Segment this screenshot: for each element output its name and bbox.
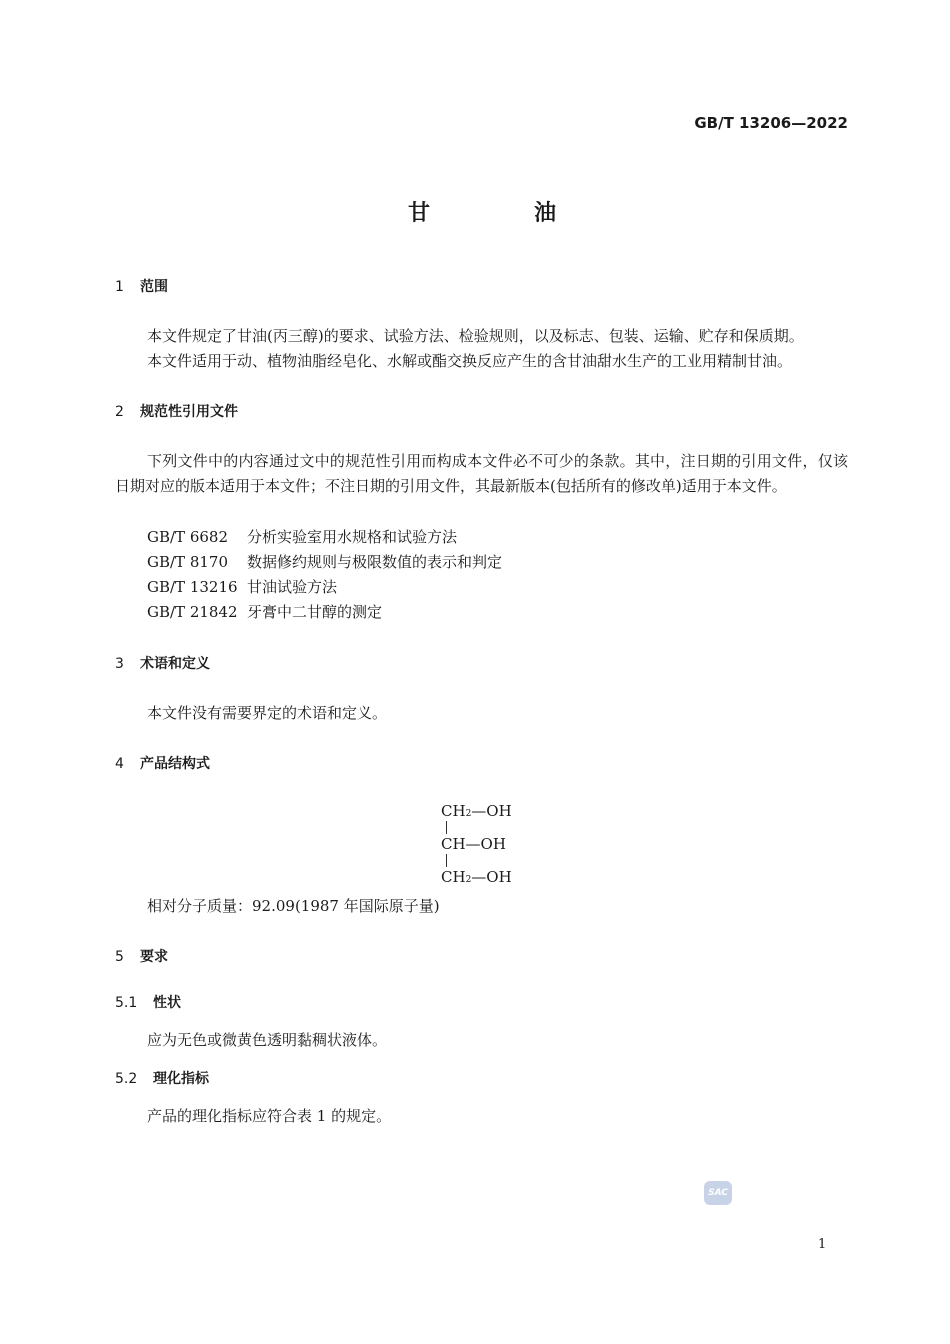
section-5-1-heading — [115, 992, 181, 1012]
reference-code: GB/T 6682 — [147, 528, 229, 546]
section-title: 规范性引用文件 — [140, 404, 238, 420]
formula-group: —OH — [471, 868, 512, 886]
section-number: 3 — [115, 656, 124, 672]
section-number: 5 — [115, 949, 124, 965]
formula-bond-1 — [446, 821, 447, 834]
reference-code: GB/T 21842 — [147, 603, 238, 621]
formula-atom: CH — [441, 802, 466, 820]
standard-number: GB/T 13206—2022 — [694, 114, 848, 132]
section-title: 范围 — [140, 279, 168, 295]
section-5-heading — [115, 946, 168, 966]
molecular-mass: 相对分子质量：92.09(1987 年国际原子量) — [147, 897, 440, 915]
appearance-paragraph: 应为无色或微黄色透明黏稠状液体。 — [147, 1031, 388, 1049]
section-number: 1 — [115, 279, 124, 295]
reference-name: 牙膏中二甘醇的测定 — [247, 603, 383, 621]
section-4-heading — [115, 753, 210, 773]
formula-atom: CH — [441, 868, 466, 886]
reference-name: 甘油试验方法 — [247, 578, 338, 596]
section-number: 4 — [115, 756, 124, 772]
reference-item — [147, 576, 337, 597]
section-1-heading — [115, 276, 168, 296]
sac-watermark-logo: SAC — [704, 1181, 732, 1205]
formula-row-1 — [441, 802, 512, 820]
title-char-2: 油 — [534, 201, 557, 226]
indicators-paragraph: 产品的理化指标应符合表 1 的规定。 — [147, 1107, 392, 1125]
section-number: 5.2 — [115, 1071, 138, 1087]
section-number: 2 — [115, 404, 124, 420]
scope-paragraph-1: 本文件规定了甘油(丙三醇)的要求、试验方法、检验规则，以及标志、包装、运输、贮存和保质期。 — [147, 327, 804, 345]
reference-code: GB/T 13216 — [147, 578, 238, 596]
references-intro: 下列文件中的内容通过文中的规范性引用而构成本文件必不可少的条款。其中，注日期的引用文件，仅该日期对应的版本适用于本文件；不注日期的引用文件，其最新版本(包括所有的修改单)适用于本文件。 — [115, 452, 848, 495]
section-title: 要求 — [140, 949, 168, 965]
section-5-2-heading — [115, 1068, 209, 1088]
reference-item — [147, 601, 382, 622]
reference-name: 分析实验室用水规格和试验方法 — [247, 528, 458, 546]
section-title: 术语和定义 — [140, 656, 210, 672]
reference-name: 数据修约规则与极限数值的表示和判定 — [247, 553, 503, 571]
formula-row-2: CH—OH — [441, 835, 506, 853]
section-number: 5.1 — [115, 995, 138, 1011]
section-2-heading — [115, 401, 238, 421]
formula-subscript: 2 — [465, 809, 472, 819]
terms-paragraph: 本文件没有需要界定的术语和定义。 — [147, 704, 388, 722]
formula-bond-2 — [446, 854, 447, 867]
reference-code: GB/T 8170 — [147, 553, 229, 571]
reference-item — [147, 526, 457, 547]
scope-paragraph-2: 本文件适用于动、植物油脂经皂化、水解或酯交换反应产生的含甘油甜水生产的工业用精制甘油。 — [147, 352, 793, 370]
section-title: 产品结构式 — [140, 756, 210, 772]
page-number: 1 — [818, 1237, 827, 1252]
formula-group: —OH — [471, 802, 512, 820]
formula-subscript: 2 — [465, 875, 472, 885]
section-3-heading — [115, 653, 210, 673]
title-char-1: 甘 — [408, 201, 431, 226]
formula-row-3 — [441, 868, 512, 886]
section-title: 性状 — [153, 995, 181, 1011]
reference-item — [147, 551, 502, 572]
section-title: 理化指标 — [153, 1071, 209, 1087]
